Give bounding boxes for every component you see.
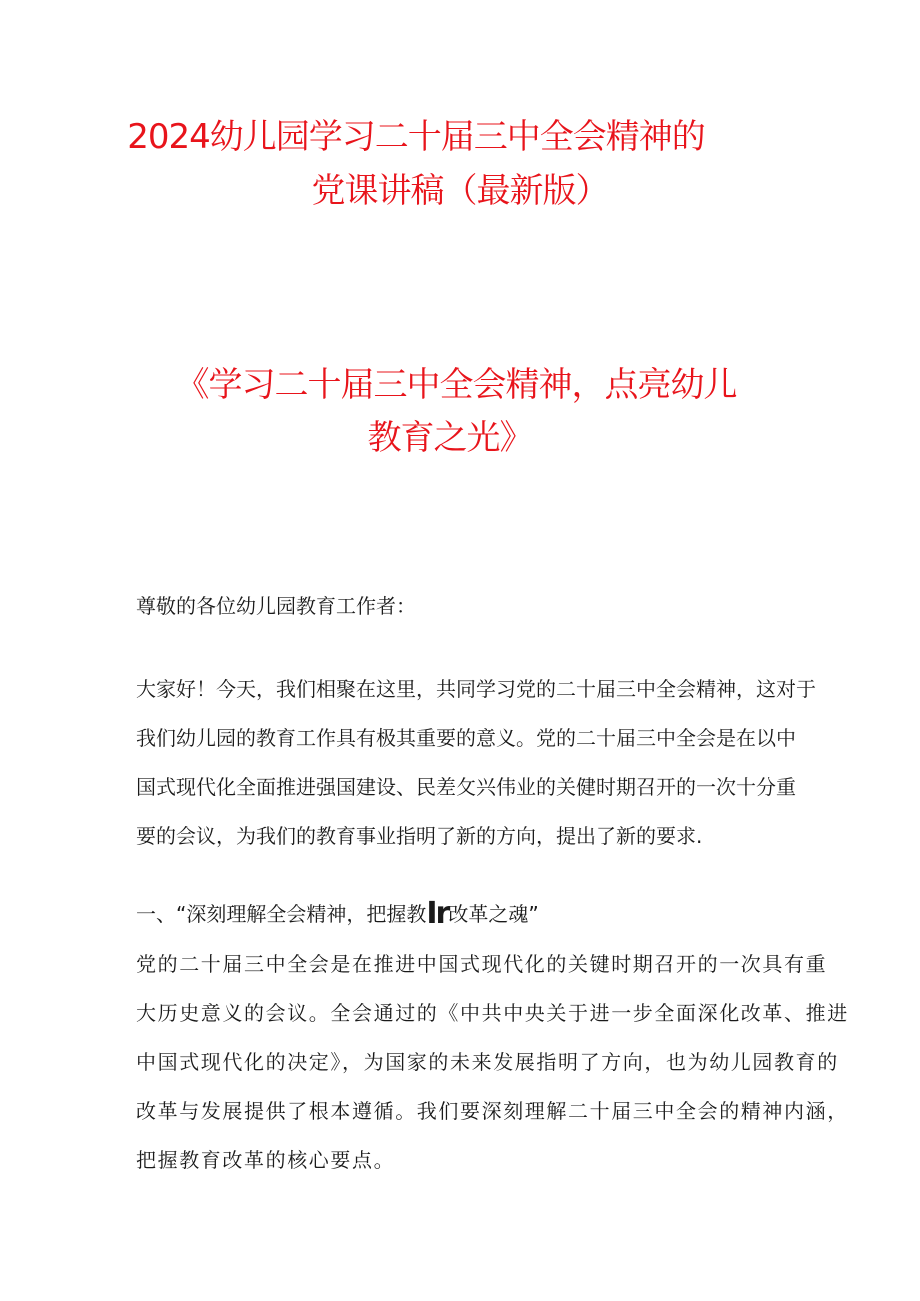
section-heading-1	[136, 896, 539, 931]
section-heading-suffix: 改革之魂”	[448, 902, 539, 926]
speech-title-line-1: 《学习二十届三中全会精神，点亮幼儿	[175, 365, 737, 405]
document-title-line-2: 党课讲稿（最新版）	[311, 171, 609, 211]
section-heading-prefix: 一、“深刻理解全会精神，把握教	[136, 902, 427, 926]
paragraph-line: 大历史意义的会议。全会通过的《中共中央关于进一步全面深化改革、推进	[136, 1001, 849, 1025]
paragraph-line: 改革与发展提供了根本遵循。我们要深刻理解二十届三中全会的精神内涵，	[136, 1099, 849, 1123]
paragraph-line: 我们幼儿园的教育工作具有极其重要的意义。党的二十届三中全会是在以中	[136, 726, 796, 750]
paragraph-line: 大家好！今天，我们相聚在这里，共同学习党的二十届三中全会精神，这对于	[136, 677, 816, 701]
greeting: 尊敬的各位幼儿园教育工作者：	[136, 594, 416, 618]
paragraph-line: 国式现代化全面推进强国建设、民差攵兴伟业的关健时期召开的一次十分重	[136, 775, 796, 799]
speech-title-line-2: 教育之光》	[367, 418, 533, 458]
document-title-line-1: 2024幼儿园学习二十届三中全会精神的	[127, 117, 705, 157]
paragraph-line: 把握教育改革的核心要点。	[136, 1148, 396, 1172]
paragraph-intro	[136, 665, 816, 861]
paragraph-line: 要的会议，为我们的教育事业指明了新的方向，提出了新的要求.	[136, 824, 703, 848]
section-heading-glitch: Ir	[426, 896, 449, 931]
paragraph-section-1	[136, 940, 849, 1185]
paragraph-line: 中国式现代化的决定》，为国家的未来发展指明了方向，也为幼儿园教育的	[136, 1050, 839, 1074]
paragraph-line: 党的二十届三中全会是在推进中国式现代化的关键时期召开的一次具有重	[136, 952, 828, 976]
